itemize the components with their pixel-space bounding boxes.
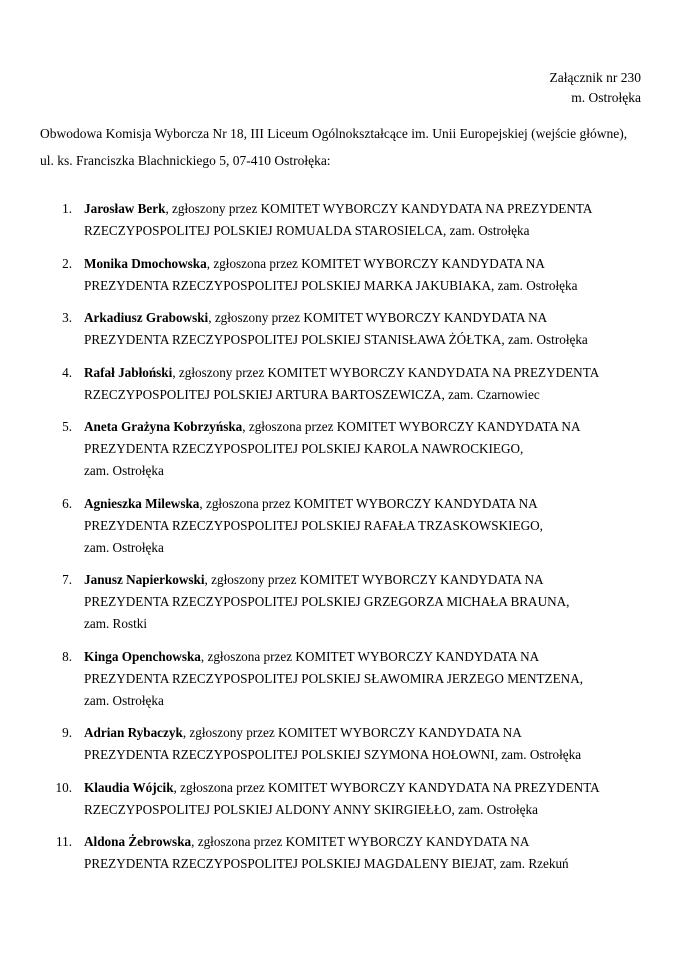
member-nomination-text: RZECZYPOSPOLITEJ POLSKIEJ ROMUALDA STAROSIELCA, zam. Ostrołęka	[84, 223, 530, 238]
member-nomination-text: PREZYDENTA RZECZYPOSPOLITEJ POLSKIEJ MAGDALENY BIEJAT, zam. Rzekuń	[84, 856, 569, 871]
member-nomination-text: PREZYDENTA RZECZYPOSPOLITEJ POLSKIEJ RAFAŁA TRZASKOWSKIEGO,	[84, 517, 543, 533]
member-entry	[40, 646, 640, 712]
member-body	[84, 831, 640, 875]
member-nomination-text: zam. Ostrołęka	[84, 463, 164, 478]
commission-address-line-2: ul. ks. Franciszka Blachnickiego 5, 07-410 Ostrołęka:	[40, 153, 331, 168]
member-text-line	[84, 744, 640, 766]
member-nomination-text: , zgłoszona przez KOMITET WYBORCZY KANDYDATA NA	[206, 255, 545, 271]
member-name: Arkadiusz Grabowski	[84, 310, 209, 325]
member-entry	[40, 777, 640, 821]
member-number: 11.	[56, 834, 72, 849]
member-entry	[40, 493, 640, 559]
member-entry	[40, 416, 640, 482]
member-number: 1.	[62, 201, 72, 216]
member-text-line	[84, 690, 640, 712]
member-nomination-text: PREZYDENTA RZECZYPOSPOLITEJ POLSKIEJ MARKA JAKUBIAKA, zam. Ostrołęka	[84, 277, 578, 293]
member-number: 3.	[62, 310, 72, 325]
member-text-line	[84, 460, 640, 482]
member-number: 4.	[62, 364, 72, 380]
member-nomination-text: , zgłoszony przez KOMITET WYBORCZY KANDYDATA NA PREZYDENTA	[165, 201, 593, 216]
member-text-line	[84, 799, 640, 821]
member-text-line	[84, 591, 640, 613]
member-text-line	[84, 493, 640, 515]
member-body	[84, 416, 640, 482]
member-text-line	[84, 384, 640, 406]
member-text-line	[84, 668, 640, 690]
member-entry	[40, 362, 640, 406]
member-nomination-text: , zgłoszona przez KOMITET WYBORCZY KANDYDATA NA	[242, 419, 581, 434]
municipality-name: m. Ostrołęka	[571, 90, 641, 105]
member-nomination-text: , zgłoszona przez KOMITET WYBORCZY KANDYDATA NA PREZYDENTA	[173, 779, 600, 795]
member-name: Adrian Rybaczyk	[84, 725, 183, 740]
member-entry	[40, 722, 640, 766]
member-name: Klaudia Wójcik	[84, 779, 174, 795]
member-body	[84, 493, 640, 559]
member-nomination-text: PREZYDENTA RZECZYPOSPOLITEJ POLSKIEJ SZYMONA HOŁOWNI, zam. Ostrołęka	[84, 747, 582, 762]
member-nomination-text: PREZYDENTA RZECZYPOSPOLITEJ POLSKIEJ GRZEGORZA MICHAŁA BRAUNA,	[84, 594, 570, 609]
member-entry	[40, 253, 640, 297]
member-text-line	[84, 831, 640, 853]
member-text-line	[84, 438, 640, 460]
member-text-line	[84, 253, 640, 275]
member-text-line	[84, 569, 640, 591]
member-number: 10.	[55, 779, 72, 795]
member-number: 2.	[62, 255, 72, 271]
member-body	[84, 777, 640, 821]
member-number: 9.	[62, 725, 72, 740]
member-name: Jarosław Berk	[84, 201, 166, 216]
member-name: Agnieszka Milewska	[84, 495, 200, 511]
member-body	[84, 198, 640, 242]
member-text-line	[84, 515, 640, 537]
member-text-line	[84, 275, 640, 297]
member-nomination-text: zam. Rostki	[84, 616, 148, 631]
member-number: 6.	[62, 495, 72, 511]
member-text-line	[84, 307, 640, 329]
attachment-number: Załącznik nr 230	[549, 70, 641, 85]
member-entry	[40, 198, 640, 242]
commission-address-line-1: Obwodowa Komisja Wyborcza Nr 18, III Liceum Ogólnokształcące im. Unii Europejskiej (wejście główne),	[40, 126, 628, 141]
member-text-line	[84, 220, 640, 242]
commission-address-paragraph	[40, 120, 642, 174]
member-number: 8.	[62, 648, 72, 664]
member-entry	[40, 307, 640, 351]
member-text-line	[84, 853, 640, 875]
member-nomination-text: PREZYDENTA RZECZYPOSPOLITEJ POLSKIEJ KAROLA NAWROCKIEGO,	[84, 441, 524, 456]
member-name: Rafał Jabłoński	[84, 364, 173, 380]
member-body	[84, 722, 640, 766]
member-text-line	[84, 362, 640, 384]
member-text-line	[84, 537, 640, 559]
member-text-line	[84, 613, 640, 635]
member-nomination-text: PREZYDENTA RZECZYPOSPOLITEJ POLSKIEJ SŁAWOMIRA JERZEGO MENTZENA,	[84, 670, 584, 686]
member-nomination-text: RZECZYPOSPOLITEJ POLSKIEJ ALDONY ANNY SKIRGIEŁŁO, zam. Ostrołęka	[84, 801, 538, 817]
member-entry	[40, 831, 640, 875]
member-text-line	[84, 416, 640, 438]
member-nomination-text: , zgłoszony przez KOMITET WYBORCZY KANDYDATA NA	[204, 572, 544, 587]
commission-members-list	[40, 198, 640, 886]
member-body	[84, 307, 640, 351]
member-nomination-text: , zgłoszona przez KOMITET WYBORCZY KANDYDATA NA	[191, 834, 530, 849]
member-name: Monika Dmochowska	[84, 255, 207, 271]
member-number: 5.	[62, 419, 72, 434]
member-name: Aneta Grażyna Kobrzyńska	[84, 419, 243, 434]
member-nomination-text: , zgłoszony przez KOMITET WYBORCZY KANDYDATA NA	[182, 725, 522, 740]
member-text-line	[84, 722, 640, 744]
member-text-line	[84, 198, 640, 220]
member-entry	[40, 569, 640, 635]
member-nomination-text: zam. Ostrołęka	[84, 539, 164, 555]
member-nomination-text: zam. Ostrołęka	[84, 692, 164, 708]
member-nomination-text: , zgłoszona przez KOMITET WYBORCZY KANDYDATA NA	[199, 495, 538, 511]
member-body	[84, 646, 640, 712]
member-name: Aldona Żebrowska	[84, 834, 192, 849]
member-body	[84, 253, 640, 297]
member-nomination-text: , zgłoszony przez KOMITET WYBORCZY KANDYDATA NA	[208, 310, 548, 325]
member-body	[84, 569, 640, 635]
member-nomination-text: , zgłoszona przez KOMITET WYBORCZY KANDYDATA NA	[200, 648, 540, 664]
member-nomination-text: , zgłoszony przez KOMITET WYBORCZY KANDYDATA NA PREZYDENTA	[172, 364, 600, 380]
member-nomination-text: RZECZYPOSPOLITEJ POLSKIEJ ARTURA BARTOSZEWICZA, zam. Czarnowiec	[84, 386, 540, 402]
member-name: Janusz Napierkowski	[84, 572, 205, 587]
member-name: Kinga Openchowska	[84, 648, 201, 664]
member-text-line	[84, 646, 640, 668]
member-nomination-text: PREZYDENTA RZECZYPOSPOLITEJ POLSKIEJ STANISŁAWA ŻÓŁTKA, zam. Ostrołęka	[84, 332, 588, 347]
member-text-line	[84, 329, 640, 351]
member-body	[84, 362, 640, 406]
document-header	[550, 68, 641, 108]
member-text-line	[84, 777, 640, 799]
member-number: 7.	[62, 572, 72, 587]
